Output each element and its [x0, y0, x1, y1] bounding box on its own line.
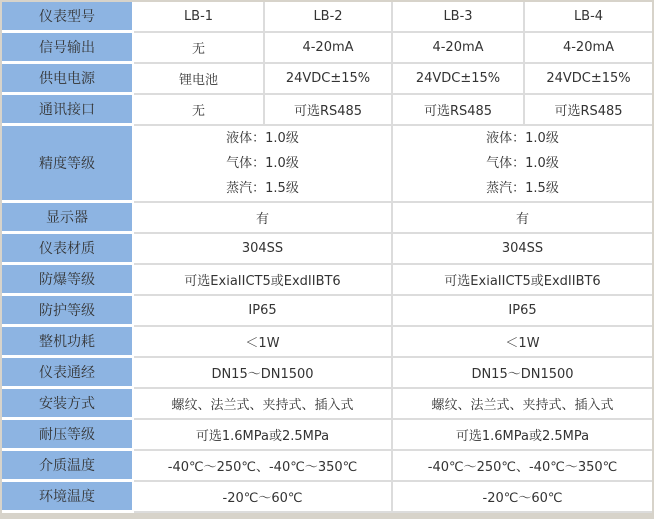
spec-value: 24VDC±15% — [523, 64, 652, 95]
row-label-power-consumption: 整机功耗 — [2, 327, 134, 358]
row-label-signal-output: 信号输出 — [2, 33, 134, 64]
spec-value: 螺纹、法兰式、夹持式、插入式 — [134, 389, 391, 420]
spec-value: 4-20mA — [523, 33, 652, 64]
spec-value: 可选1.6MPa或2.5MPa — [391, 420, 652, 451]
spec-value: 有 — [391, 203, 652, 234]
spec-value: 无 — [134, 95, 263, 126]
accuracy-line-steam: 蒸汽：1.5级 — [486, 181, 559, 196]
row-label-accuracy: 精度等级 — [2, 126, 134, 203]
spec-value: LB-4 — [523, 2, 652, 33]
table-row-diameter — [2, 358, 652, 389]
spec-value: 4-20mA — [263, 33, 391, 64]
accuracy-line-gas: 气体：1.0级 — [226, 156, 299, 171]
spec-value: 锂电池 — [134, 64, 263, 95]
spec-value: 可选RS485 — [263, 95, 391, 126]
row-label-power-supply: 供电电源 — [2, 64, 134, 95]
table-row-medium-temperature — [2, 451, 652, 482]
accuracy-line-gas: 气体：1.0级 — [486, 156, 559, 171]
spec-value: DN15～DN1500 — [391, 358, 652, 389]
spec-value: LB-2 — [263, 2, 391, 33]
spec-value-accuracy-left — [134, 126, 391, 203]
spec-value: 可选RS485 — [391, 95, 523, 126]
spec-value: IP65 — [134, 296, 391, 327]
accuracy-line-liquid: 液体：1.0级 — [226, 131, 299, 146]
table-row-power-consumption — [2, 327, 652, 358]
table-row-comm-interface — [2, 95, 652, 126]
spec-value: 24VDC±15% — [263, 64, 391, 95]
row-label-explosion-proof: 防爆等级 — [2, 265, 134, 296]
table-row-protection-rating — [2, 296, 652, 327]
table-row-display — [2, 203, 652, 234]
spec-value: 可选RS485 — [523, 95, 652, 126]
spec-value: -40℃～250℃、-40℃～350℃ — [391, 451, 652, 482]
row-label-model: 仪表型号 — [2, 2, 134, 33]
spec-value: 4-20mA — [391, 33, 523, 64]
table-row-material — [2, 234, 652, 265]
row-label-display: 显示器 — [2, 203, 134, 234]
row-label-pressure-rating: 耐压等级 — [2, 420, 134, 451]
row-label-medium-temperature: 介质温度 — [2, 451, 134, 482]
spec-value: 可选ExiaIICT5或ExdIIBT6 — [391, 265, 652, 296]
spec-value: 螺纹、法兰式、夹持式、插入式 — [391, 389, 652, 420]
table-row-accuracy — [2, 126, 652, 203]
table-row-power-supply — [2, 64, 652, 95]
spec-value: 304SS — [134, 234, 391, 265]
spec-value: -20℃～60℃ — [391, 482, 652, 513]
spec-value: -20℃～60℃ — [134, 482, 391, 513]
spec-value: 有 — [134, 203, 391, 234]
spec-value: IP65 — [391, 296, 652, 327]
spec-value-accuracy-right — [391, 126, 652, 203]
row-label-comm-interface: 通讯接口 — [2, 95, 134, 126]
spec-value: 304SS — [391, 234, 652, 265]
accuracy-line-steam: 蒸汽：1.5级 — [226, 181, 299, 196]
row-label-ambient-temperature: 环境温度 — [2, 482, 134, 513]
row-label-diameter: 仪表通经 — [2, 358, 134, 389]
spec-value: DN15～DN1500 — [134, 358, 391, 389]
table-row-model — [2, 2, 652, 33]
spec-value: 24VDC±15% — [391, 64, 523, 95]
spec-value: ＜1W — [134, 327, 391, 358]
spec-value: -40℃～250℃、-40℃～350℃ — [134, 451, 391, 482]
spec-value: 可选ExiaIICT5或ExdIIBT6 — [134, 265, 391, 296]
row-label-installation: 安装方式 — [2, 389, 134, 420]
spec-value: LB-3 — [391, 2, 523, 33]
spec-value: 可选1.6MPa或2.5MPa — [134, 420, 391, 451]
row-label-protection-rating: 防护等级 — [2, 296, 134, 327]
table-row-installation — [2, 389, 652, 420]
spec-value: 无 — [134, 33, 263, 64]
table-row-pressure-rating — [2, 420, 652, 451]
accuracy-line-liquid: 液体：1.0级 — [486, 131, 559, 146]
table-row-explosion-proof — [2, 265, 652, 296]
spec-value: LB-1 — [134, 2, 263, 33]
row-label-material: 仪表材质 — [2, 234, 134, 265]
table-row-signal-output — [2, 33, 652, 64]
table-row-ambient-temperature — [2, 482, 652, 513]
spec-value: ＜1W — [391, 327, 652, 358]
